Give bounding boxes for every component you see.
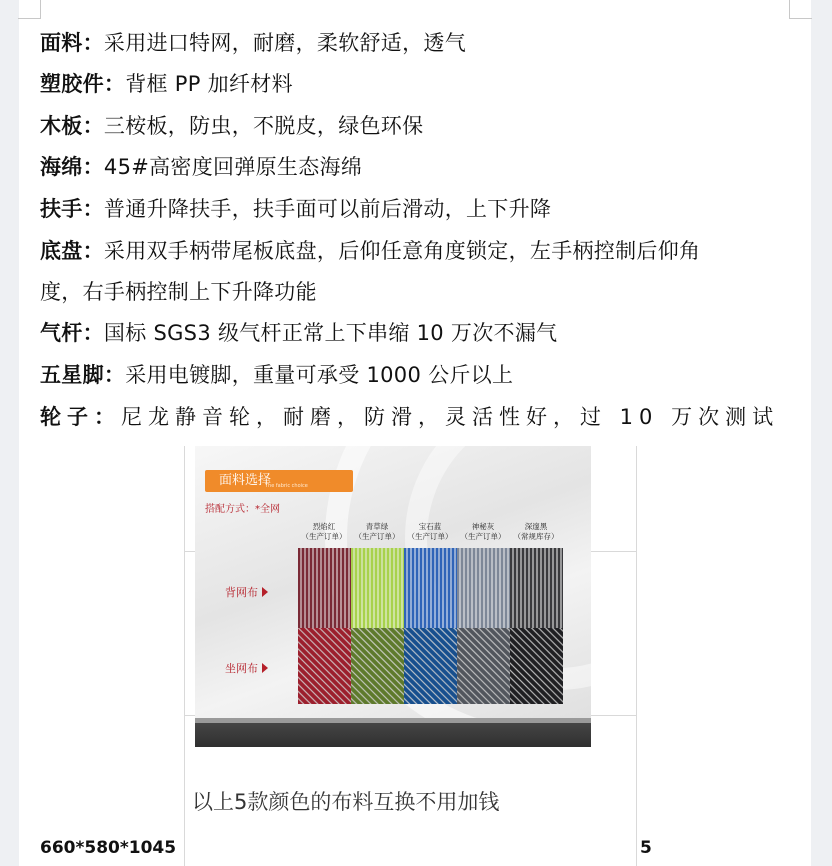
- spec-label: 塑胶件：: [40, 72, 126, 96]
- spec-line-fabric: [40, 30, 800, 56]
- swatch-note: （生产订单）: [301, 532, 347, 541]
- row-label-text: 坐网布: [225, 662, 258, 675]
- mesh-swatch-black: [510, 548, 563, 628]
- spec-line-plastic: [40, 71, 800, 97]
- spec-label: 海绵：: [40, 155, 104, 179]
- table-border-right: [636, 446, 637, 866]
- swatch-name: 深邃黑: [524, 522, 548, 531]
- swatch-name-grey: [457, 522, 509, 542]
- spec-label: 底盘：: [40, 239, 104, 263]
- spec-line-base: [40, 362, 800, 388]
- spec-line-armrest: [40, 196, 800, 222]
- spec-text: 尼龙静音轮，耐磨，防滑，灵活性好，过 10 万次测试: [121, 405, 780, 429]
- seat-swatch-grey: [457, 628, 510, 704]
- spec-line-gas-lift: [40, 320, 800, 346]
- spec-text: 国标 SGS3 级气杆正常上下串缩 10 万次不漏气: [103, 321, 558, 345]
- spec-text: 普通升降扶手，扶手面可以前后滑动，上下升降: [103, 197, 552, 221]
- swatch-name: 宝石蓝: [418, 522, 442, 531]
- seat-swatch-green: [351, 628, 404, 704]
- spec-text: 度，右手柄控制上下升降功能: [40, 280, 317, 304]
- chair-base-bar: [195, 718, 591, 747]
- swatch-note: （生产订单）: [354, 532, 400, 541]
- row-label-seat: [225, 660, 268, 676]
- swatch-name: 烈焰红: [312, 522, 336, 531]
- mesh-swatch-green: [351, 548, 404, 628]
- fabric-subtitle: The fabric choice: [265, 483, 308, 489]
- page-corner-mark-top-right: [789, 0, 812, 19]
- spec-line-sponge: [40, 154, 800, 180]
- swatch-note: （生产订单）: [460, 532, 506, 541]
- spec-text: 背框 PP 加纤材料: [125, 72, 293, 96]
- triangle-right-icon: [262, 663, 268, 673]
- swatch-name: 神秘灰: [471, 522, 495, 531]
- spec-text: 45#高密度回弹原生态海绵: [103, 155, 363, 179]
- swatch-name-blue: [404, 522, 456, 542]
- swatch-name-green: [351, 522, 403, 542]
- spec-text: 采用双手柄带尾板底盘，后仰任意角度锁定，左手柄控制后仰角: [103, 239, 701, 263]
- spec-text: 采用电镀脚，重量可承受 1000 公斤以上: [125, 363, 514, 387]
- swatch-note: （生产订单）: [407, 532, 453, 541]
- fabric-title: 面料选择: [219, 473, 272, 488]
- spec-line-chassis: [40, 238, 800, 264]
- swatch-name: 青草绿: [365, 522, 389, 531]
- swatch-name-black: [510, 522, 562, 542]
- row-label-text: 背网布: [225, 586, 258, 599]
- dimension-text: 660*580*1045: [40, 838, 177, 858]
- fabric-caption: 以上5款颜色的布料互换不用加钱: [192, 790, 500, 814]
- fabric-choice-image: [195, 446, 591, 747]
- spec-label: 气杆：: [40, 321, 104, 345]
- triangle-right-icon: [262, 587, 268, 597]
- spec-line-wood: [40, 113, 800, 139]
- spec-label: 面料：: [40, 31, 104, 55]
- match-method-text: 搭配方式：*全网: [205, 504, 280, 515]
- spec-label: 扶手：: [40, 197, 104, 221]
- seat-swatch-red: [298, 628, 351, 704]
- spec-text: 三桉板，防虫，不脱皮，绿色环保: [103, 114, 424, 138]
- spec-line-wheels: [40, 404, 800, 430]
- row-label-mesh: [225, 584, 268, 600]
- page-corner-mark-top-left: [18, 0, 41, 19]
- spec-label: 五星脚：: [40, 363, 126, 387]
- mesh-swatch-grey: [457, 548, 510, 628]
- spec-text: 采用进口特网，耐磨，柔软舒适，透气: [103, 31, 467, 55]
- mesh-swatch-red: [298, 548, 351, 628]
- swatch-note: （常规库存）: [513, 532, 559, 541]
- spec-label: 轮子：: [40, 405, 121, 429]
- mesh-swatch-blue: [404, 548, 457, 628]
- spec-line-chassis-cont: [40, 279, 800, 305]
- seat-swatch-blue: [404, 628, 457, 704]
- spec-label: 木板：: [40, 114, 104, 138]
- swatch-name-red: [298, 522, 350, 542]
- quantity-text: 5: [640, 838, 652, 858]
- seat-swatch-black: [510, 628, 563, 704]
- table-border-left: [184, 446, 185, 866]
- fabric-title-banner: [205, 470, 353, 492]
